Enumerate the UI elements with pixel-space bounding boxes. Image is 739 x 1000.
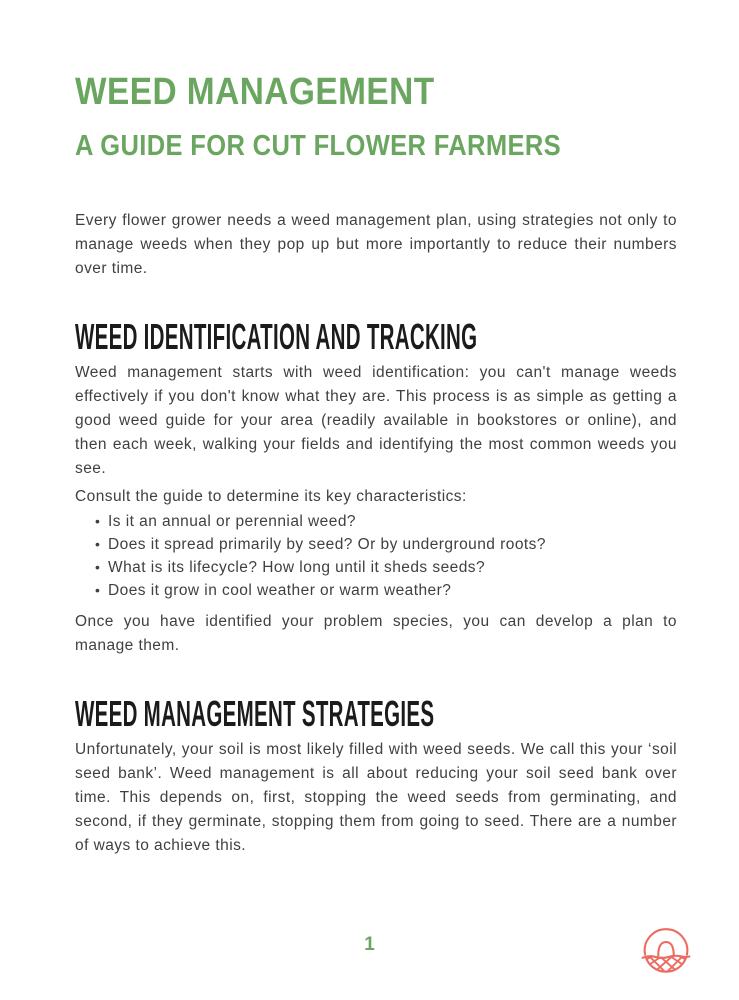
characteristics-list: [95, 510, 677, 602]
page-title-text: WEED MANAGEMENT: [75, 71, 435, 113]
section-heading: [75, 693, 677, 734]
flower-basket-logo-svg: [640, 924, 692, 976]
document-body: [75, 0, 677, 858]
list-item: • What is its lifecycle? How long until it sheds seeds?: [95, 556, 677, 579]
section-weed-identification: [75, 316, 677, 658]
list-item: • Does it grow in cool weather or warm weather?: [95, 579, 677, 602]
page-subtitle: [75, 131, 677, 161]
section-weed-strategies: [75, 693, 677, 858]
list-item: • Does it spread primarily by seed? Or by underground roots?: [95, 533, 677, 556]
intro-paragraph: Every flower grower needs a weed management plan, using strategies not only to manage weeds when they pop up but more importantly to reduce their numbers over time.: [75, 212, 677, 277]
paragraph: Weed management starts with weed identification: you can't manage weeds effectively if you don't know what they are. This process is as simple as getting a good weed guide for your area (readily available in bookstores or online), and then each week, walking your fields and identifying the most common weeds you see.: [75, 364, 677, 477]
paragraph: Unfortunately, your soil is most likely filled with weed seeds. We call this your ‘soil seed bank’. Weed management is all about reducing your soil seed bank over time. This depends on, first, stopping the weed seeds from germinating, and second, if they germinate, stopping them from going to seed. There are a number of ways to achieve this.: [75, 741, 677, 854]
flower-basket-logo-icon: [640, 924, 692, 976]
list-item: • Is it an annual or perennial weed?: [95, 510, 677, 533]
page-subtitle-text: A GUIDE FOR CUT FLOWER FARMERS: [75, 130, 561, 162]
section-heading: [75, 316, 677, 357]
page-title: [75, 73, 677, 111]
section-heading-text: WEED IDENTIFICATION AND TRACKING: [75, 316, 478, 357]
page-number: 1: [364, 934, 375, 955]
closing-paragraph: Once you have identified your problem species, you can develop a plan to manage them.: [75, 613, 677, 654]
list-intro: Consult the guide to determine its key characteristics:: [75, 488, 467, 505]
section-heading-text: WEED MANAGEMENT STRATEGIES: [75, 693, 435, 734]
